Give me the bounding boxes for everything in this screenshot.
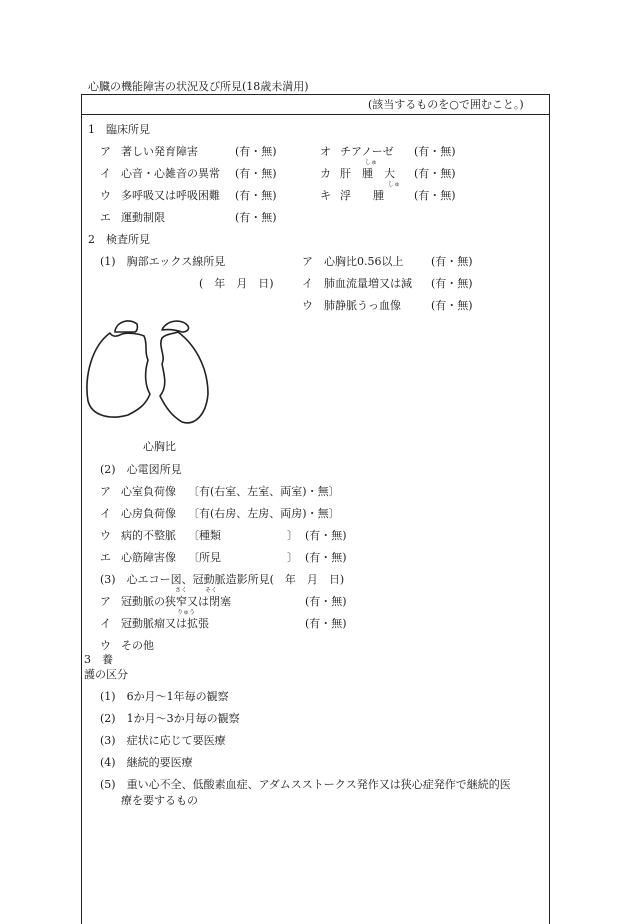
care-option-3[interactable]: (3) 症状に応じて要医療: [100, 734, 226, 747]
xray-item-u-yesno[interactable]: (有・無): [431, 299, 473, 312]
ecg-item-u-label: 病的不整脈: [121, 529, 176, 542]
care-option-1[interactable]: (1) 6か月～1年毎の観察: [100, 690, 229, 703]
echo-item-i-ruby: りゅう: [177, 609, 196, 616]
xray-item-i-yesno[interactable]: (有・無): [431, 277, 473, 290]
right-lung-outline: [160, 332, 208, 423]
ecg-item-e-mark: エ: [100, 551, 111, 564]
ecg-item-e-yesno[interactable]: (有・無): [305, 551, 347, 564]
ecg-item-u-detail[interactable]: 〔種類 〕: [188, 529, 298, 542]
ecg-label: (2) 心電図所見: [100, 463, 182, 476]
clinical-item-o-label: チアノーゼ: [340, 145, 394, 158]
clinical-item-e-yesno[interactable]: (有・無): [235, 211, 277, 224]
xray-item-a-yesno[interactable]: (有・無): [431, 255, 473, 268]
clinical-item-ka-ruby: しゅ: [365, 159, 378, 166]
echo-item-u-mark: ウ: [100, 639, 111, 652]
clinical-item-i-yesno[interactable]: (有・無): [235, 167, 277, 180]
ecg-item-u-yesno[interactable]: (有・無): [305, 529, 347, 542]
echo-item-i-yesno[interactable]: (有・無): [305, 617, 347, 630]
clinical-item-ka-label: 肝 腫 大: [340, 167, 395, 180]
clinical-item-i-label: 心音・心雑音の異常: [121, 167, 220, 180]
ecg-item-i-mark: イ: [100, 507, 111, 520]
divider: [81, 114, 550, 115]
ecg-item-u-mark: ウ: [100, 529, 111, 542]
xray-item-a-label: 心胸比0.56以上: [324, 255, 404, 268]
xray-item-a-mark: ア: [302, 255, 313, 268]
clinical-item-u-yesno[interactable]: (有・無): [235, 189, 277, 202]
echo-item-a-label: 冠動脈の狭窄又は閉塞: [121, 595, 231, 608]
clinical-item-e-mark: エ: [100, 211, 111, 224]
chest-xray-diagram: [82, 316, 222, 436]
xray-item-i-label: 肺血流量増又は減: [324, 277, 412, 290]
echo-item-a-yesno[interactable]: (有・無): [305, 595, 347, 608]
clinical-item-u-mark: ウ: [100, 189, 111, 202]
left-clavicle-shape: [115, 321, 137, 332]
clinical-item-ki-yesno[interactable]: (有・無): [414, 189, 456, 202]
ecg-item-a-label: 心室負荷像: [121, 485, 176, 498]
instruction-note: (該当するものを○で囲むこと。): [368, 98, 524, 111]
echo-item-i-label: 冠動脈瘤又は拡張: [121, 617, 209, 630]
ecg-item-a-mark: ア: [100, 485, 111, 498]
right-clavicle-shape: [162, 321, 189, 332]
clinical-item-o-mark: オ: [320, 145, 331, 158]
section3-heading-num: 3 養: [84, 653, 113, 666]
section3-heading-rest: 護の区分: [84, 668, 128, 681]
clinical-item-u-label: 多呼吸又は呼吸困難: [121, 189, 220, 202]
ecg-item-i-label: 心房負荷像: [121, 507, 176, 520]
xray-item-i-mark: イ: [302, 277, 313, 290]
clinical-item-o-yesno[interactable]: (有・無): [414, 145, 456, 158]
clinical-item-ka-mark: カ: [320, 167, 331, 180]
left-lung-outline: [87, 333, 150, 417]
clinical-item-a-yesno[interactable]: (有・無): [235, 145, 277, 158]
ecg-item-e-label: 心筋障害像: [121, 551, 176, 564]
care-option-2[interactable]: (2) 1か月～3か月毎の観察: [100, 712, 240, 725]
section1-heading: 1 臨床所見: [88, 123, 150, 136]
clinical-item-ki-label: 浮 腫: [340, 189, 384, 202]
ecg-item-e-detail[interactable]: 〔所見 〕: [188, 551, 298, 564]
clinical-item-a-label: 著しい発育障害: [121, 145, 198, 158]
echo-label: (3) 心エコー図、冠動脈造影所見( 年 月 日): [100, 573, 345, 586]
xray-item-u-label: 肺静脈うっ血像: [324, 299, 401, 312]
care-option-5-continued: 療を要するもの: [121, 794, 198, 807]
echo-item-a-mark: ア: [100, 595, 111, 608]
xray-item-u-mark: ウ: [302, 299, 313, 312]
clinical-item-e-label: 運動制限: [121, 211, 165, 224]
clinical-item-a-mark: ア: [100, 145, 111, 158]
section2-heading: 2 検査所見: [88, 233, 150, 246]
echo-item-a-ruby: さく そく: [175, 587, 218, 594]
echo-item-u-label: その他: [121, 639, 154, 652]
care-option-4[interactable]: (4) 継続的要医療: [100, 756, 193, 769]
ecg-item-i-detail[interactable]: 〔有(右房、左房、両房)・無〕: [188, 507, 340, 520]
clinical-item-ka-yesno[interactable]: (有・無): [414, 167, 456, 180]
xray-label: (1) 胸部エックス線所見: [100, 255, 226, 268]
figure-caption: 心胸比: [143, 440, 176, 453]
care-option-5[interactable]: (5) 重い心不全、低酸素血症、アダムスストークス発作又は狭心症発作で継続的医: [100, 778, 511, 791]
clinical-item-ki-ruby: しゅ: [388, 181, 401, 188]
clinical-item-ki-mark: キ: [320, 189, 331, 202]
ecg-item-a-detail[interactable]: 〔有(右室、左室、両室)・無〕: [188, 485, 340, 498]
echo-item-i-mark: イ: [100, 617, 111, 630]
xray-date-field[interactable]: ( 年 月 日): [199, 277, 274, 290]
form-title: 心臓の機能障害の状況及び所見(18歳未満用): [88, 80, 309, 93]
clinical-item-i-mark: イ: [100, 167, 111, 180]
